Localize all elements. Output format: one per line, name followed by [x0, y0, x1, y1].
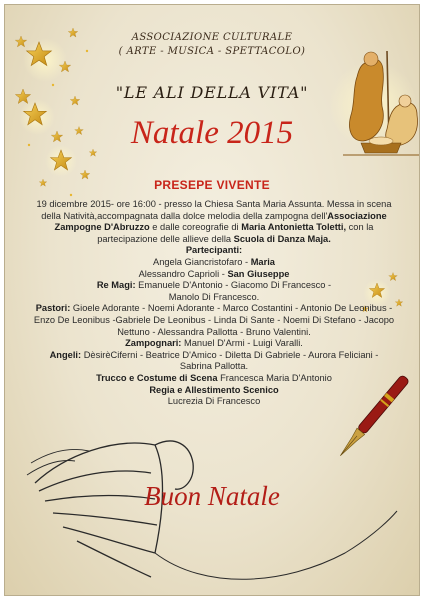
credit-regia-name: Lucrezia Di Francesco	[167, 396, 261, 407]
cast-pastori: Pastori: Gioele Adorante - Noemi Adorante - Marco Costantini - Antonio De Leonibus - Enzo De Leonibus -Gabriele De Leonibus - Linda Di Sante - Noemi Di Stefano - Jacopo Nettuno - Alessandra Pallotta - Bruno Valentini.	[33, 303, 395, 337]
association-line-1: ASSOCIAZIONE CULTURALE	[131, 32, 293, 43]
cast-magi: Re Magi: Emanuele D'Antonio - Giacomo Di Francesco -	[96, 280, 332, 291]
cast-magi-cont: Manolo Di Francesco.	[168, 291, 260, 302]
organization-name: "LE ALI DELLA VITA"	[115, 83, 309, 102]
poster	[4, 4, 420, 596]
event-description-block	[33, 199, 395, 408]
description-text: con la partecipazione delle allieve della	[97, 222, 374, 244]
association-line-2: ( ARTE - MUSICA - SPETTACOLO)	[118, 46, 306, 57]
cast-zampognari: Zampognari: Manuel D'Armi - Luigi Varalli.	[125, 338, 303, 349]
description-highlight: Scuola di Danza Maja.	[233, 233, 331, 244]
credit-regia-label: Regia e Allestimento Scenico	[149, 384, 279, 395]
event-title: Natale 2015	[130, 115, 294, 151]
participants-label: Partecipanti:	[185, 245, 243, 256]
description-text: 19 dicembre 2015- ore 16:00 - presso la Chiesa Santa Maria Assunta. Messa in scena della Natività,accompagnata dalla dolce melodia della zampogna dell'	[36, 199, 392, 221]
description-highlight: Maria Antonietta Toletti,	[241, 222, 347, 233]
description-text: e dalle coreografie di	[149, 222, 242, 233]
subtitle: PRESEPE VIVENTE	[154, 178, 270, 192]
star-icon	[395, 299, 403, 306]
credit-trucco: Trucco e Costume di Scena Francesca Maria D'Antonio	[96, 372, 332, 383]
cast-giuseppe: Alessandro Caprioli - San Giuseppe	[138, 268, 290, 279]
event-description	[33, 199, 395, 245]
description-highlight: Associazione Zampogne D'Abruzzo	[54, 210, 387, 233]
greeting: Buon Natale	[144, 481, 280, 511]
cast-maria: Angela Giancristofaro - Maria	[153, 256, 275, 267]
cast-angeli: Angeli: DèsirèCiferni - Beatrice D'Amico - Diletta Di Gabriele - Aurora Feliciani -Sabrina Pallotta.	[49, 349, 379, 372]
